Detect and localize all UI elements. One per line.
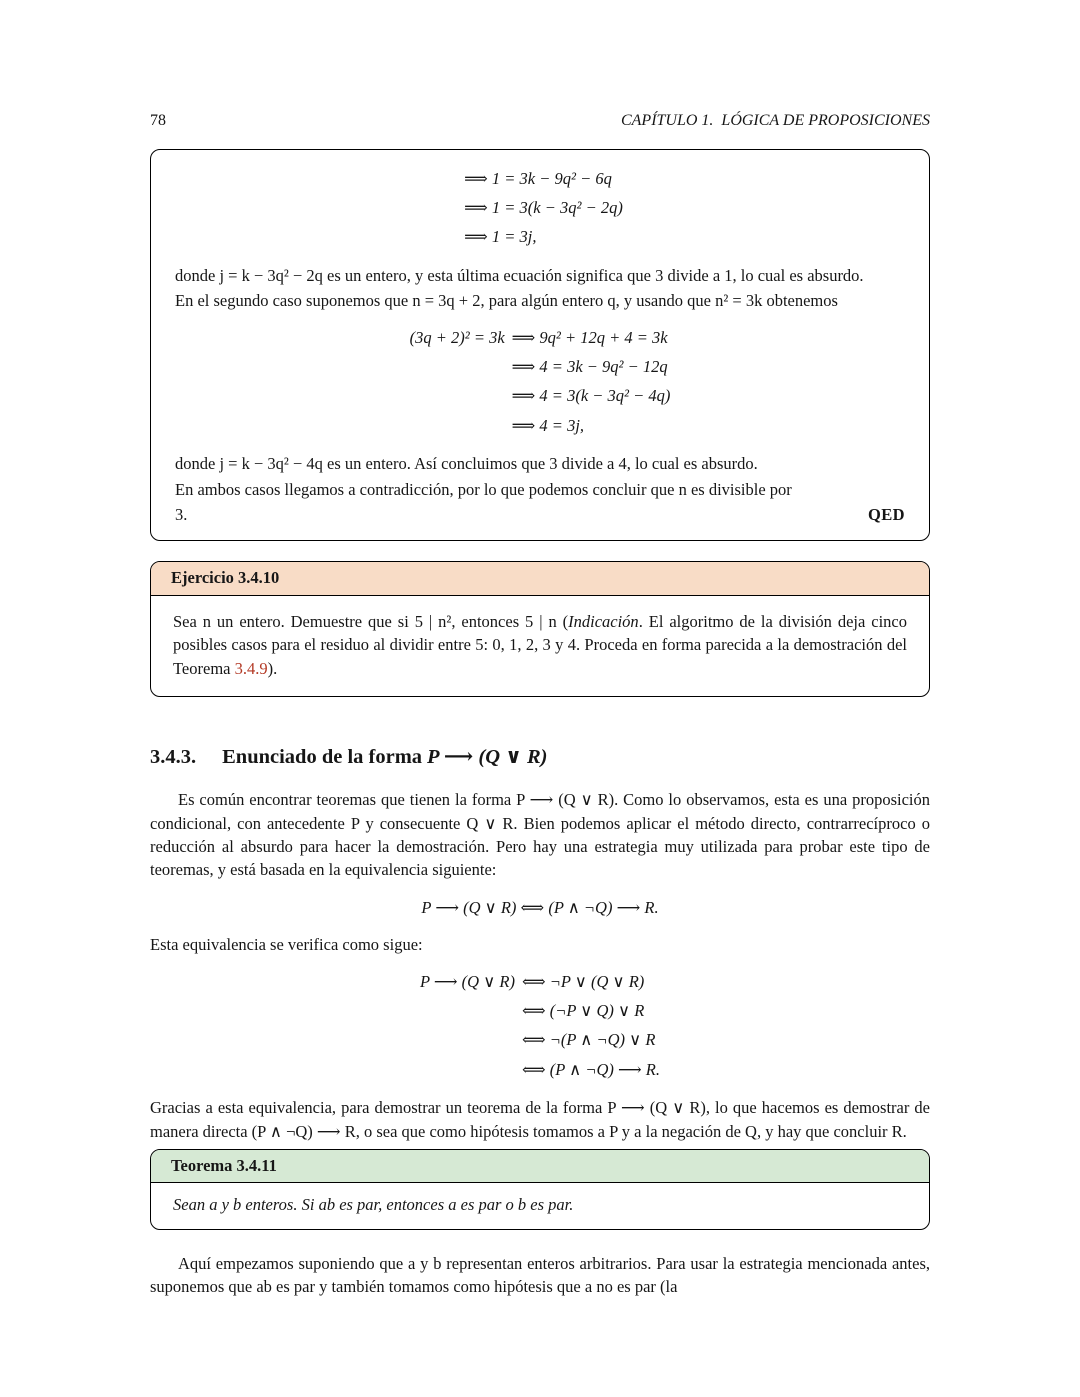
- section-paragraph-1: Es común encontrar teoremas que tienen la forma P ⟶ (Q ∨ R). Como lo observamos, esta es una proposición condicional, con antecedente P y consecuente Q ∨ R. Bien podemos aplicar el método directo, contrarrecíproco o reducción al absurdo para hacer la demostración. Pero hay una estrategia muy utilizada para probar este tipo de teoremas, y está basada en la equivalencia siguiente:: [150, 790, 930, 880]
- exercise-box-body: [151, 596, 929, 696]
- section-paragraph-2: Esta equivalencia se verifica como sigue:: [150, 935, 423, 955]
- proof-paragraph-4-end: 3.: [175, 504, 188, 524]
- proof-paragraph-1: donde j = k − 3q² − 2q es un entero, y esta última ecuación significa que 3 divide a 1, lo cual es absurdo.: [175, 265, 864, 285]
- display-equation: P ⟶ (Q ∨ R) ⟺ (P ∧ ¬Q) ⟶ R.: [421, 897, 659, 917]
- equation-row: [420, 1055, 660, 1084]
- equation-line: ⟹ 1 = 3(k − 3q² − 2q): [464, 198, 623, 218]
- proof-paragraph-3: donde j = k − 3q² − 4q es un entero. Así concluimos que 3 divide a 4, lo cual es absurdo.: [175, 454, 758, 474]
- closing-paragraph: Aquí empezamos suponiendo que a y b representan enteros arbitrarios. Para usar la estrategia mencionada antes, suponemos que ab es par y también tomamos como hipótesis que a no es par (la: [150, 1253, 930, 1297]
- equation-line: ⟹ 4 = 3k − 9q² − 12q: [511, 357, 668, 376]
- theorem-box: [150, 1149, 930, 1230]
- proof-paragraph-2: En el segundo caso suponemos que n = 3q + 2, para algún entero q, y usando que n² = 3k obtenemos: [175, 291, 838, 311]
- equation-block-1: [457, 164, 623, 252]
- equation-line: ⟹ 1 = 3j,: [464, 227, 537, 247]
- proof-paragraph-4: En ambos casos llegamos a contradicción, por lo que podemos concluir que n es divisible por: [175, 479, 792, 499]
- section-number: 3.4.3.: [150, 746, 197, 769]
- equation-row: [420, 1025, 660, 1054]
- equation-line: ⟹ 4 = 3j,: [511, 415, 585, 435]
- qed-label: QED: [868, 504, 905, 524]
- exercise-text-hint-word: Indicación: [568, 611, 639, 631]
- equation-row: [410, 352, 671, 381]
- equation-line: ⟺ (¬P ∨ Q) ∨ R: [521, 1001, 645, 1021]
- proof-box: [150, 149, 930, 542]
- running-head: [150, 110, 930, 133]
- exercise-box-title: [151, 562, 929, 595]
- equation-row: [457, 164, 623, 193]
- equation-block-3: [420, 967, 660, 1084]
- theorem-statement: Sean a y b enteros. Si ab es par, entonces a es par o b es par.: [173, 1195, 574, 1215]
- exercise-text-intro: Sea n un entero. Demuestre que si 5 | n², entonces 5 | n (: [173, 611, 569, 631]
- exercise-text: [173, 610, 907, 680]
- theorem-3-4-9-link[interactable]: 3.4.9: [234, 658, 268, 678]
- equation-row: [410, 323, 671, 352]
- equation-lhs: (3q + 2)² = 3k: [409, 327, 505, 347]
- theorem-title-label: Teorema 3.4.11: [171, 1155, 277, 1175]
- section-title-text: Enunciado de la forma: [222, 746, 423, 769]
- proof-last-line: [175, 503, 905, 526]
- chapter-header: CAPÍTULO 1. LÓGICA DE PROPOSICIONES: [620, 112, 930, 129]
- theorem-box-title: [151, 1150, 929, 1183]
- equation-line: ⟹ 9q² + 12q + 4 = 3k: [511, 327, 668, 347]
- equation-row: [420, 967, 660, 996]
- page-number: 78: [150, 112, 166, 129]
- equation-row: [457, 193, 623, 222]
- section-heading: [150, 743, 930, 772]
- section-title-math: P ⟶ (Q ∨ R): [427, 746, 548, 769]
- equation-line: ⟹ 1 = 3k − 9q² − 6q: [464, 168, 612, 188]
- equation-row: [410, 411, 671, 440]
- exercise-text-end: ).: [267, 658, 278, 678]
- equation-line: ⟺ (P ∧ ¬Q) ⟶ R.: [521, 1059, 661, 1079]
- equation-lhs: P ⟶ (Q ∨ R): [419, 971, 515, 991]
- equation-row: [410, 381, 671, 410]
- exercise-title-label: Ejercicio 3.4.10: [171, 568, 280, 588]
- exercise-text-mid: . El algoritmo de la división deja cinco posibles casos para el residuo al dividir entre 5: 0, 1, 2, 3 y 4. Proceda en forma parecida a la demostración del Teorema: [173, 611, 907, 678]
- exercise-box: [150, 561, 930, 697]
- equation-line: ⟹ 4 = 3(k − 3q² − 4q): [511, 386, 671, 406]
- equation-line: ⟺ ¬P ∨ (Q ∨ R): [521, 971, 645, 991]
- equation-row: [420, 996, 660, 1025]
- section-paragraph-3: Gracias a esta equivalencia, para demostrar un teorema de la forma P ⟶ (Q ∨ R), lo que hacemos es demostrar de manera directa (P ∧ ¬Q) ⟶ R, o sea que como hipótesis tomamos a P y a la negación de Q, y hay que concluir R.: [150, 1098, 930, 1141]
- equation-line: ⟺ ¬(P ∧ ¬Q) ∨ R: [521, 1030, 656, 1050]
- equation-block-2: [410, 323, 671, 440]
- theorem-box-body: [151, 1183, 929, 1228]
- equation-row: [457, 222, 623, 251]
